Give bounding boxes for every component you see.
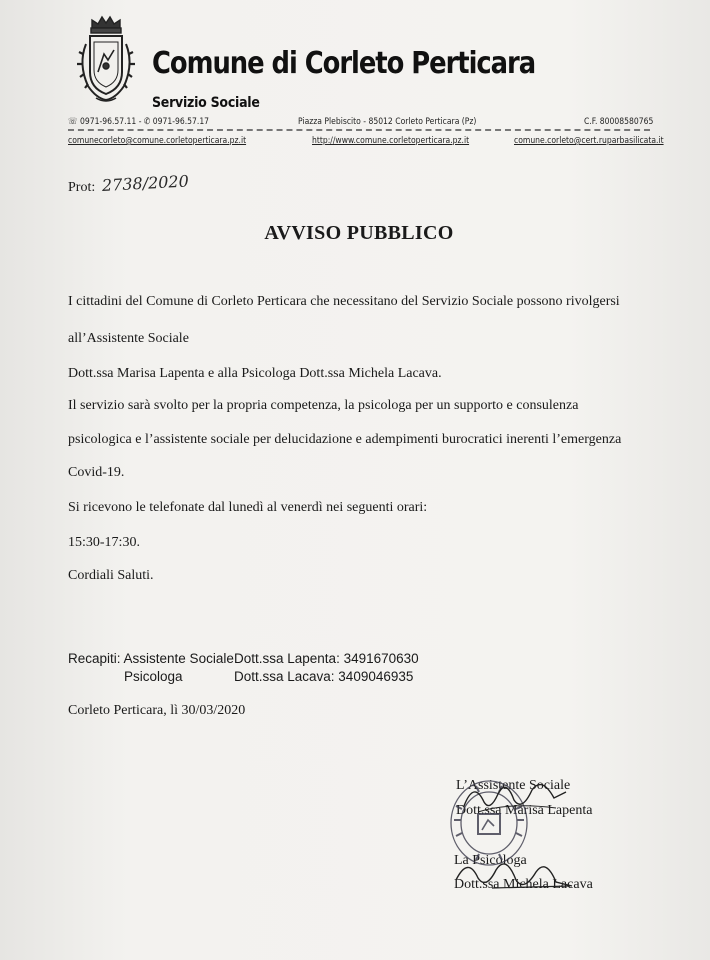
body-line: Si ricevono le telefonate dal lunedì al venerdì nei seguenti orari: [68, 500, 428, 515]
website-link[interactable]: http://www.comune.corletoperticara.pz.it [312, 136, 470, 146]
pec-link[interactable]: comune.corleto@cert.ruparbasilicata.it [514, 136, 664, 146]
signature-name-lacava: Dott.ssa Michela Lacava [454, 877, 593, 892]
department-name: Servizio Sociale [152, 95, 260, 111]
protocol-number: 2738/2020 [101, 171, 190, 195]
place-and-date: Corleto Perticara, lì 30/03/2020 [68, 703, 246, 718]
signature-role-social-worker: L’Assistente Sociale [456, 778, 571, 793]
contact-phone-lapenta: Dott.ssa Lapenta: 3491670630 [234, 651, 419, 666]
contact-role-psychologist: Psicologa [124, 669, 183, 684]
document-title: AVVISO PUBBLICO [264, 222, 454, 244]
closing: Cordiali Saluti. [68, 568, 154, 583]
signature-name-lapenta: Dott.ssa Marisa Lapenta [456, 803, 593, 818]
body-line: I cittadini del Comune di Corleto Perticara che necessitano del Servizio Sociale possono rivolgersi [68, 294, 620, 309]
phone-numbers: ☏ 0971-96.57.11 - ✆ 0971-96.57.17 [68, 117, 210, 127]
contact-phone-lacava: Dott.ssa Lacava: 3409046935 [234, 669, 414, 684]
body-line: Covid-19. [68, 465, 125, 480]
body-line: Dott.ssa Marisa Lapenta e alla Psicologa Dott.ssa Michela Lacava. [68, 366, 442, 381]
body-line: Il servizio sarà svolto per la propria competenza, la psicologa per un supporto e consulenza [68, 398, 579, 413]
signature-role-psychologist: La Psicologa [454, 853, 527, 868]
protocol-label: Prot: [68, 180, 96, 195]
tax-code: C.F. 80008580765 [584, 117, 654, 127]
municipal-crest-icon [74, 14, 138, 106]
handwritten-signature-lapenta-icon [460, 772, 570, 818]
body-line: all’Assistente Sociale [68, 331, 189, 346]
handwritten-signature-lacava-icon [452, 850, 576, 896]
body-line: psicologica e l’assistente sociale per delucidazione e adempimenti burocratici inerenti l’emergenza [68, 432, 622, 447]
contact-role-social-worker: Recapiti: Assistente Sociale [68, 651, 234, 666]
office-hours: 15:30-17:30. [68, 535, 140, 550]
email-link[interactable]: comunecorleto@comune.corletoperticara.pz.it [68, 136, 247, 146]
address: Piazza Plebiscito - 85012 Corleto Perticara (Pz) [298, 117, 477, 127]
header-divider [68, 129, 650, 131]
municipality-name: Comune di Corleto Perticara [152, 46, 536, 81]
